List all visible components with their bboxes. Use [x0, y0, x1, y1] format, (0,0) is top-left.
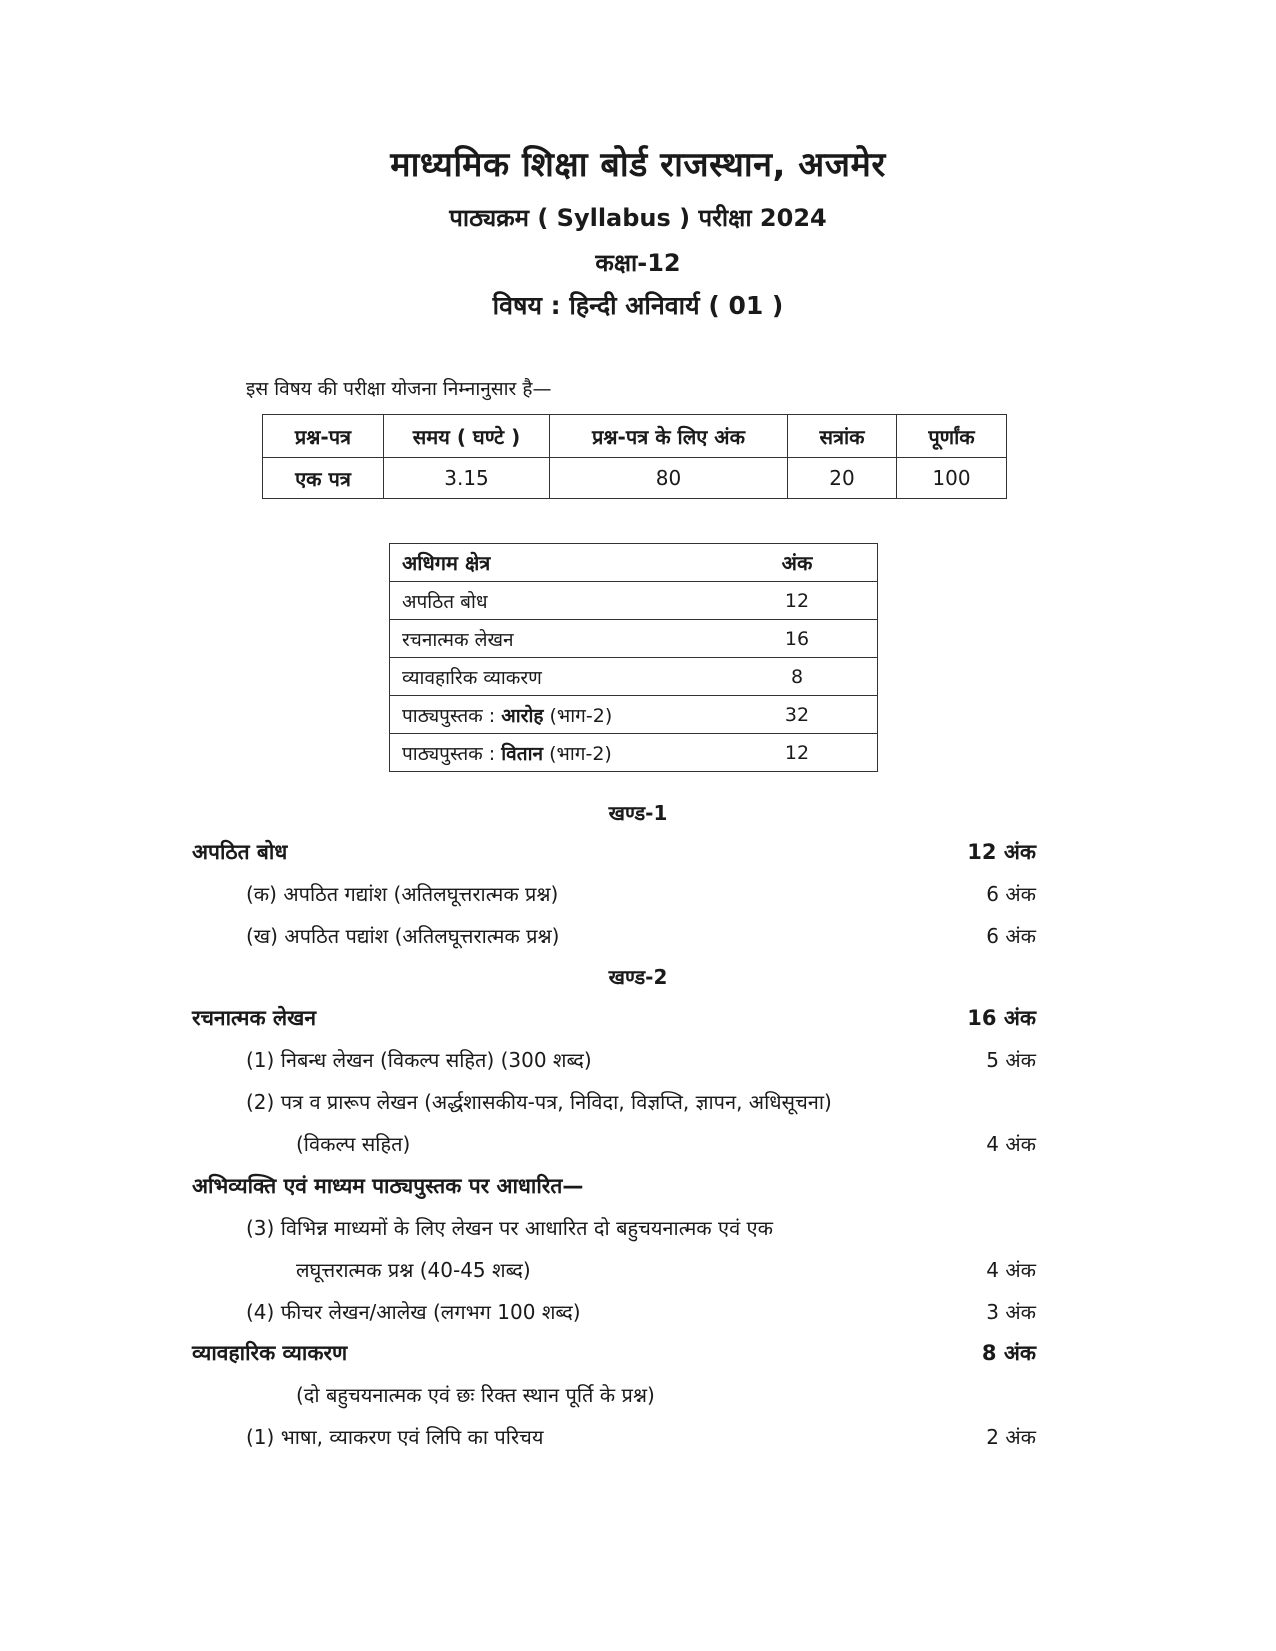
table-row	[390, 696, 878, 734]
item-marks: 4 अंक	[986, 1132, 1036, 1156]
list-item: (1) निबन्ध लेखन (विकल्प सहित) (300 शब्द)	[246, 1048, 592, 1072]
khand-1-title: खण्ड-1	[608, 801, 668, 825]
section-title-unseen: अपठित बोध	[192, 840, 288, 864]
list-item: (2) पत्र व प्रारूप लेखन (अर्द्धशासकीय-पत्र, निविदा, विज्ञप्ति, ज्ञापन, अधिसूचना)	[246, 1090, 832, 1114]
table-cell: 16	[717, 620, 878, 658]
table-row	[390, 658, 878, 696]
header-cell: समय ( घण्टे )	[384, 415, 550, 458]
header-cell: सत्रांक	[788, 415, 897, 458]
section-marks: 8 अंक	[981, 1341, 1036, 1365]
item-marks: 3 अंक	[986, 1300, 1036, 1324]
table-cell: 80	[550, 458, 788, 499]
textbook-prefix: पाठ्यपुस्तक :	[402, 742, 502, 765]
textbook-part: (भाग-2)	[543, 742, 612, 765]
board-title: माध्यमिक शिक्षा बोर्ड राजस्थान, अजमेर	[390, 145, 886, 185]
table-row	[263, 458, 1007, 499]
list-item: (4) फीचर लेखन/आलेख (लगभग 100 शब्द)	[246, 1300, 581, 1324]
class-title: कक्षा-12	[595, 249, 681, 277]
header-cell: प्रश्न-पत्र	[263, 415, 384, 458]
khand-2-title: खण्ड-2	[608, 965, 668, 989]
table-cell: 8	[717, 658, 878, 696]
list-item-continued: लघूत्तरात्मक प्रश्न (40-45 शब्द)	[296, 1258, 531, 1282]
table-cell: अपठित बोध	[390, 582, 718, 620]
textbook-part: (भाग-2)	[543, 704, 613, 727]
table-cell: 12	[717, 582, 878, 620]
table-cell	[390, 734, 718, 772]
subsection-title: अभिव्यक्ति एवं माध्यम पाठ्यपुस्तक पर आधारित—	[192, 1174, 584, 1198]
section-marks: 16 अंक	[967, 1006, 1036, 1030]
subject-title: विषय : हिन्दी अनिवार्य ( 01 )	[492, 291, 784, 320]
table-cell: 12	[717, 734, 878, 772]
table-cell: 32	[717, 696, 878, 734]
list-item: (क) अपठित गद्यांश (अतिलघूत्तरात्मक प्रश्न)	[246, 882, 559, 906]
table-row	[390, 620, 878, 658]
table-header-row	[390, 544, 878, 582]
item-marks: 2 अंक	[986, 1425, 1036, 1449]
header-cell: अधिगम क्षेत्र	[390, 544, 718, 582]
textbook-prefix: पाठ्यपुस्तक :	[402, 704, 502, 727]
item-marks: 4 अंक	[986, 1258, 1036, 1282]
table-cell	[390, 696, 718, 734]
table-cell: 100	[897, 458, 1007, 499]
textbook-name: आरोह	[501, 704, 544, 727]
header-cell: अंक	[717, 544, 878, 582]
list-item: (1) भाषा, व्याकरण एवं लिपि का परिचय	[246, 1425, 544, 1449]
item-marks: 6 अंक	[986, 924, 1036, 948]
table-row	[390, 734, 878, 772]
table-cell: एक पत्र	[263, 458, 384, 499]
section-title-creative: रचनात्मक लेखन	[192, 1006, 316, 1030]
table-header-row	[263, 415, 1007, 458]
section-marks: 12 अंक	[967, 840, 1036, 864]
item-marks: 5 अंक	[986, 1048, 1036, 1072]
item-marks: 6 अंक	[986, 882, 1036, 906]
table-cell: 3.15	[384, 458, 550, 499]
table-cell: रचनात्मक लेखन	[390, 620, 718, 658]
textbook-name: वितान	[501, 742, 544, 765]
table-row	[390, 582, 878, 620]
scheme-intro: इस विषय की परीक्षा योजना निम्नानुसार है—	[246, 378, 552, 400]
table-cell: व्यावहारिक व्याकरण	[390, 658, 718, 696]
list-item: (ख) अपठित पद्यांश (अतिलघूत्तरात्मक प्रश्न)	[246, 924, 560, 948]
table-cell: 20	[788, 458, 897, 499]
header-cell: पूर्णांक	[897, 415, 1007, 458]
grammar-note: (दो बहुचयनात्मक एवं छः रिक्त स्थान पूर्ति के प्रश्न)	[296, 1383, 655, 1407]
syllabus-title: पाठ्यक्रम ( Syllabus ) परीक्षा 2024	[449, 204, 827, 232]
exam-scheme-table	[262, 414, 1007, 499]
learning-area-table	[389, 543, 878, 772]
header-cell: प्रश्न-पत्र के लिए अंक	[550, 415, 788, 458]
section-title-grammar: व्यावहारिक व्याकरण	[192, 1341, 348, 1365]
list-item: (3) विभिन्न माध्यमों के लिए लेखन पर आधारित दो बहुचयनात्मक एवं एक	[246, 1216, 773, 1240]
list-item-continued: (विकल्प सहित)	[296, 1132, 411, 1156]
